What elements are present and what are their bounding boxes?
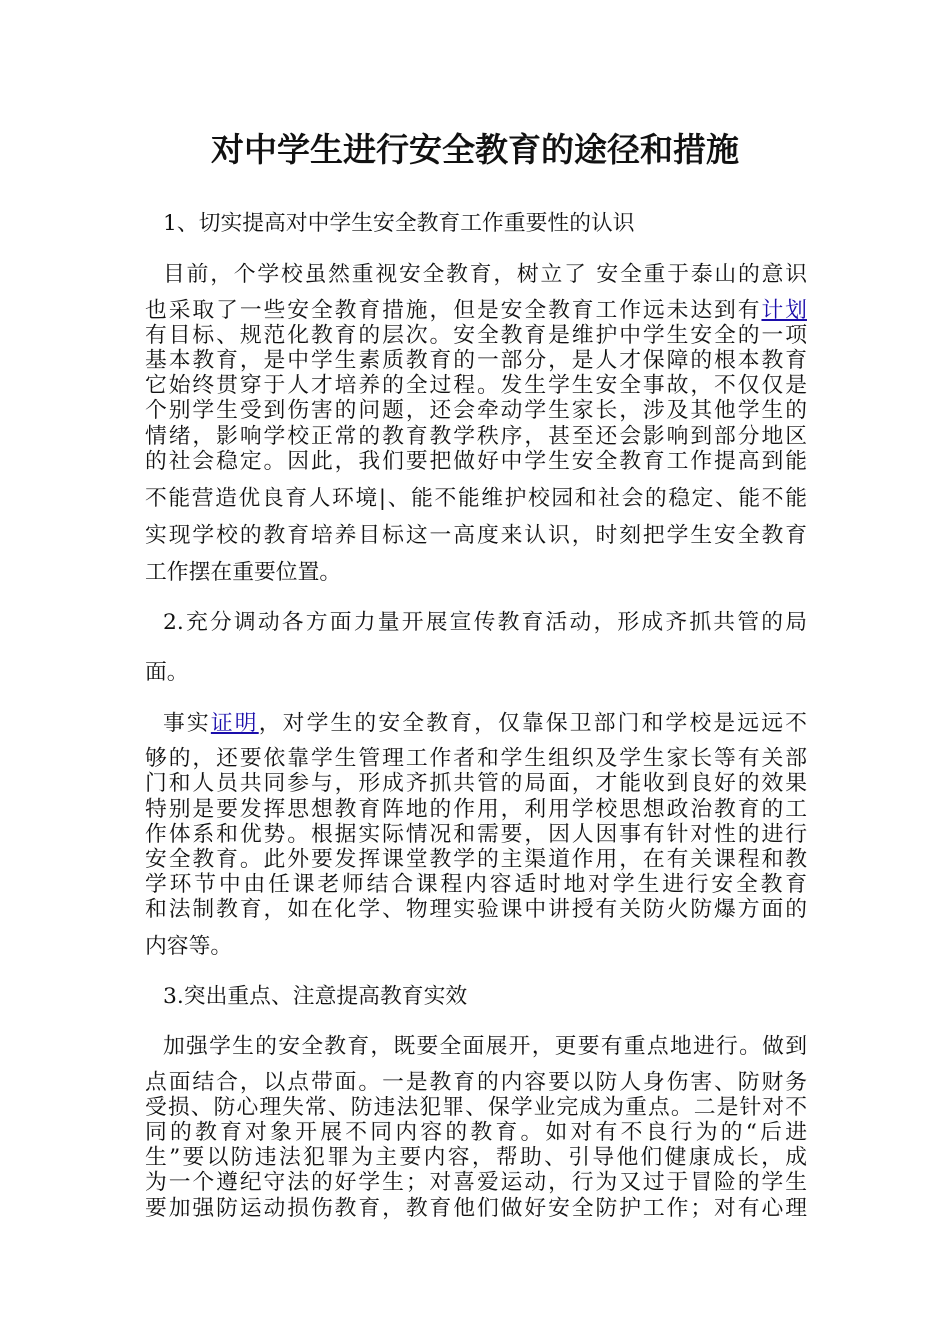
paragraph-line: 学环节中由任课老师结合课程内容适时地对学生进行安全教育 [145,872,807,897]
paragraph-line [145,298,807,324]
paragraph-line: 够的，还要依靠学生管理工作者和学生组织及学生家长等有关部 [145,746,807,771]
paragraph-line: 实现学校的教育培养目标这一高度来认识，时刻把学生安全教育 [145,523,807,548]
section-3-heading: 3.突出重点、注意提高教育实效 [163,984,468,1009]
paragraph-text: ，对学生的安全教育，仅靠保卫部门和学校是远远不 [258,711,807,736]
paragraph-line: 生”要以防违法犯罪为主要内容，帮助、引导他们健康成长，成 [145,1145,807,1170]
paragraph-line: 情绪，影响学校正常的教育教学秩序，甚至还会影响到部分地区 [145,424,807,449]
paragraph-line: 要加强防运动损伤教育，教育他们做好安全防护工作；对有心理 [145,1196,807,1221]
paragraph-line: 为一个遵纪守法的好学生；对喜爱运动，行为又过于冒险的学生 [145,1170,807,1195]
document-title: 对中学生进行安全教育的途径和措施 [211,130,739,169]
paragraph-line: 有目标、规范化教育的层次。安全教育是维护中学生安全的一项 [145,323,807,348]
paragraph-line: 特别是要发挥思想教育阵地的作用，利用学校思想政治教育的工 [145,797,807,822]
paragraph-line: 和法制教育，如在化学、物理实验课中讲授有关防火防爆方面的 [145,897,807,922]
section-2-heading: 2.充分调动各方面力量开展宣传教育活动，形成齐抓共管的局 [163,610,807,635]
paragraph-line: 个别学生受到伤害的问题，还会牵动学生家长，涉及其他学生的 [145,398,807,423]
paragraph-line: 同的教育对象开展不同内容的教育。如对有不良行为的“后进 [145,1120,807,1145]
section-2-heading-continued: 面。 [145,660,189,685]
paragraph-line: 它始终贯穿于人才培养的全过程。发生学生安全事故，不仅仅是 [145,373,807,398]
paragraph-line [163,711,807,737]
paragraph-line: 工作摆在重要位置。 [145,560,342,585]
paragraph-line: 门和人员共同参与，形成齐抓共管的局面，才能收到良好的效果 [145,771,807,796]
link-proof[interactable]: 证明 [210,711,259,736]
paragraph-line: 基本教育，是中学生素质教育的一部分，是人才保障的根本教育 [145,348,807,373]
section-1-heading: 1、切实提高对中学生安全教育工作重要性的认识 [163,211,635,236]
paragraph-line: 内容等。 [145,934,233,959]
paragraph-line: 加强学生的安全教育，既要全面展开，更要有重点地进行。做到 [163,1034,807,1059]
paragraph-line: 不能营造优良育人环境|、能不能维护校园和社会的稳定、能不能 [145,486,807,511]
link-plan[interactable]: 计划 [761,298,807,323]
paragraph-line: 受损、防心理失常、防违法犯罪、保学业完成为重点。二是针对不 [145,1095,807,1120]
paragraph-text: 事实 [163,711,211,736]
paragraph-line: 作体系和优势。根据实际情况和需要，因人因事有针对性的进行 [145,822,807,847]
paragraph-text: 也采取了一些安全教育措施，但是安全教育工作远未达到有 [145,298,762,323]
paragraph-line: 目前，个学校虽然重视安全教育，树立了 安全重于泰山的意识 [163,262,807,287]
paragraph-line: 点面结合，以点带面。一是教育的内容要以防人身伤害、防财务 [145,1070,807,1095]
paragraph-line: 安全教育。此外要发挥课堂教学的主渠道作用，在有关课程和教 [145,847,807,872]
paragraph-line: 的社会稳定。因此，我们要把做好中学生安全教育工作提高到能 [145,449,807,474]
